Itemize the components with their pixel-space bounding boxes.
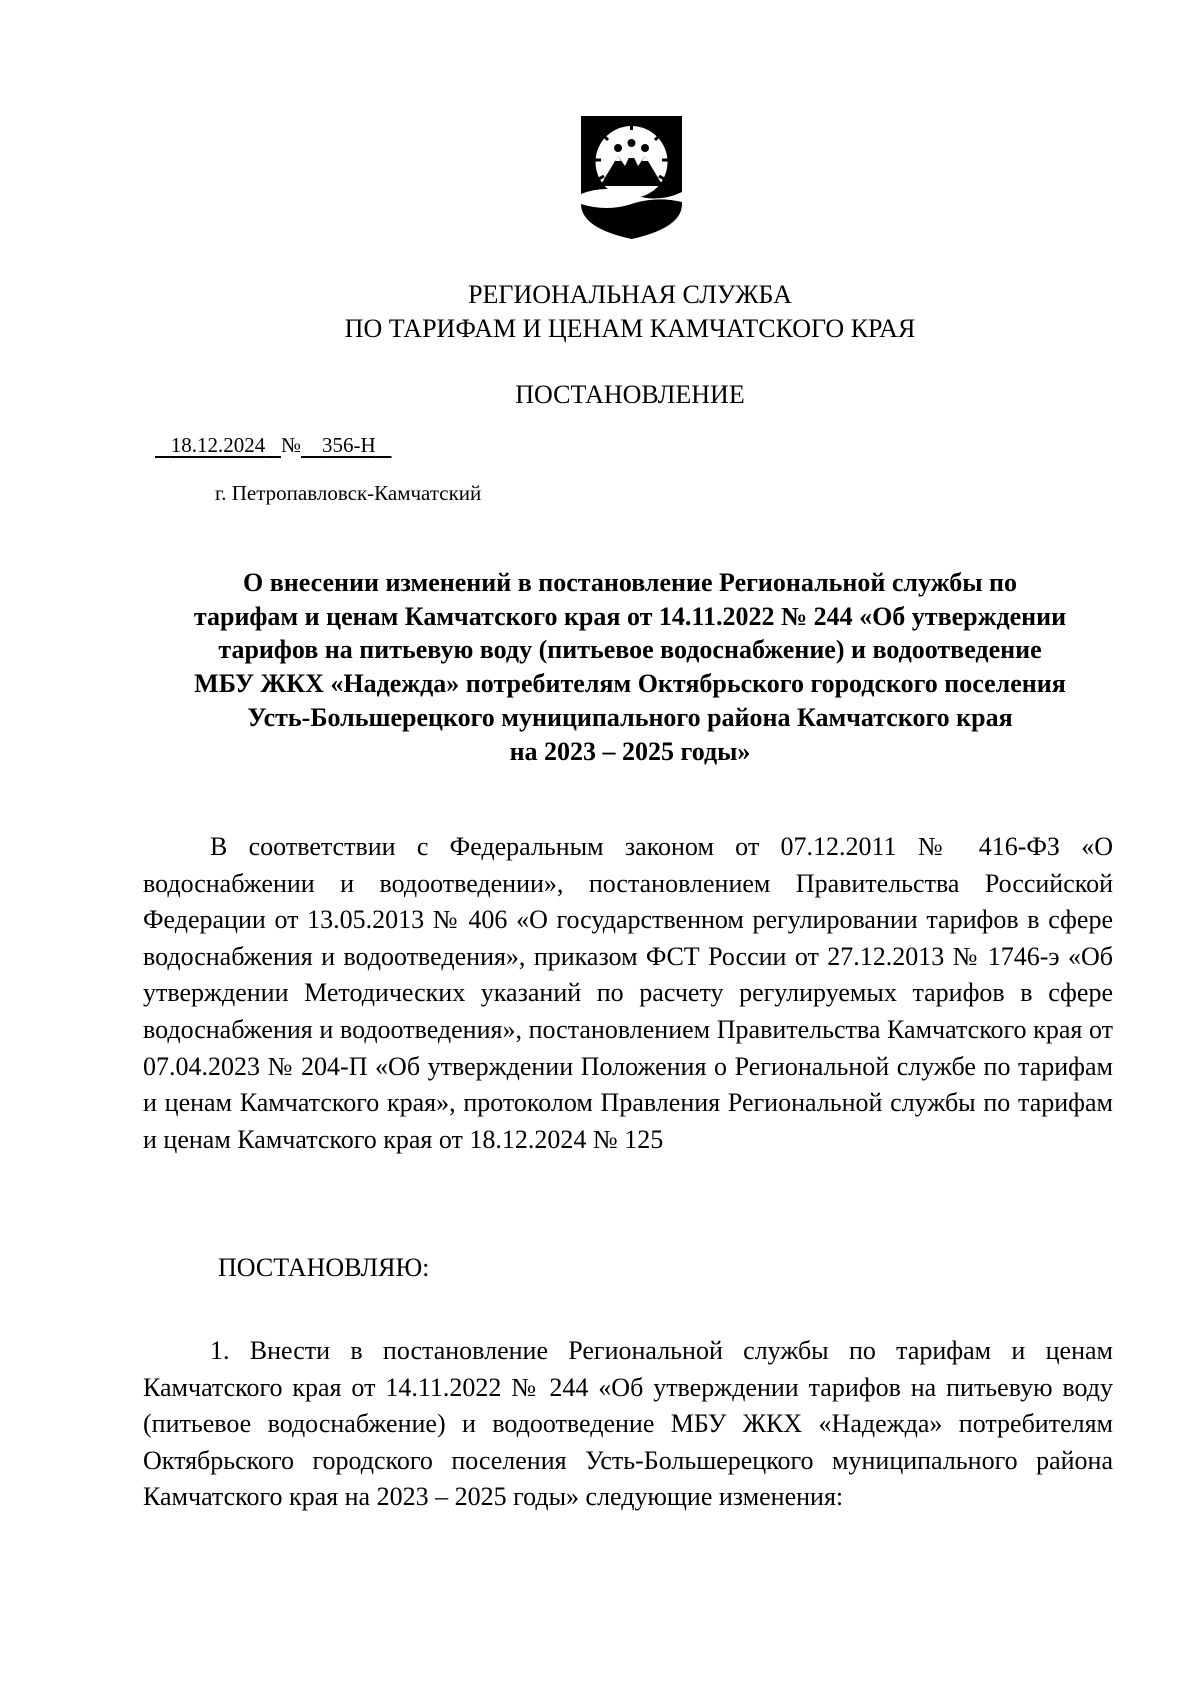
kamchatka-coat-of-arms-icon xyxy=(578,112,685,242)
document-number: 356-Н xyxy=(322,433,376,457)
title-line: О внесении изменений в постановление Региональной службы по xyxy=(243,568,1017,597)
city-name: г. Петропавловск-Камчатский xyxy=(215,481,482,505)
decree-heading: ПОСТАНОВЛЯЮ: xyxy=(218,1253,430,1282)
number-sign: № xyxy=(281,433,302,457)
document-date-field xyxy=(155,433,281,457)
preamble-paragraph: В соответствии с Федеральным законом от 07.12.2011 № 416-ФЗ «О водоснабжении и водоотведении», постановлением Правительства Российской Федерации от 13.05.2013 № 406 «О государственном регулировании тарифов в сфере водоснабжения и водоотведения», приказом ФСТ России от 27.12.2013 № 1746-э «Об утверждении Методических указаний по расчету регулируемых тарифов в сфере водоснабжения и водоотведения», постановлением Правительства Камчатского края от 07.04.2023 № 204-П «Об утверждении Положения о Региональной службе по тарифам и ценам Камчатского края», протоколом Правления Региональной службы по тарифам и ценам Камчатского края от 18.12.2024 № 125 xyxy=(143,832,1113,1154)
document-title xyxy=(140,566,1120,768)
organization-line-2: ПО ТАРИФАМ И ЦЕНАМ КАМЧАТСКОГО КРАЯ xyxy=(344,314,916,343)
title-line: тарифам и ценам Камчатского края от 14.11.2022 № 244 «Об утверждении xyxy=(193,601,1067,631)
organization-line-1: РЕГИОНАЛЬНАЯ СЛУЖБА xyxy=(468,280,792,309)
document-date: 18.12.2024 xyxy=(170,433,266,457)
title-line: МБУ ЖКХ «Надежда» потребителям Октябрьского городского поселения xyxy=(194,669,1066,699)
organization-name xyxy=(0,278,1200,346)
date-number-line xyxy=(155,432,391,458)
title-line: тарифов на питьевую воду (питьевое водоснабжение) и водоотведение xyxy=(218,635,1042,665)
document-type: ПОСТАНОВЛЕНИЕ xyxy=(515,380,745,409)
title-line: Усть-Большерецкого муниципального района Камчатского края xyxy=(247,702,1013,732)
title-line: на 2023 – 2025 годы» xyxy=(509,736,751,766)
document-number-field xyxy=(301,433,391,457)
item-1-paragraph: 1. Внести в постановление Региональной службы по тарифам и ценам Камчатского края от 14.11.2022 № 244 «Об утверждении тарифов на питьевую воду (питьевое водоснабжение) и водоотведение МБУ ЖКХ «Надежда» потребителям Октябрьского городского поселения Усть-Большерецкого муниципального района Камчатского края на 2023 – 2025 годы» следующие изменения: xyxy=(143,1336,1113,1512)
